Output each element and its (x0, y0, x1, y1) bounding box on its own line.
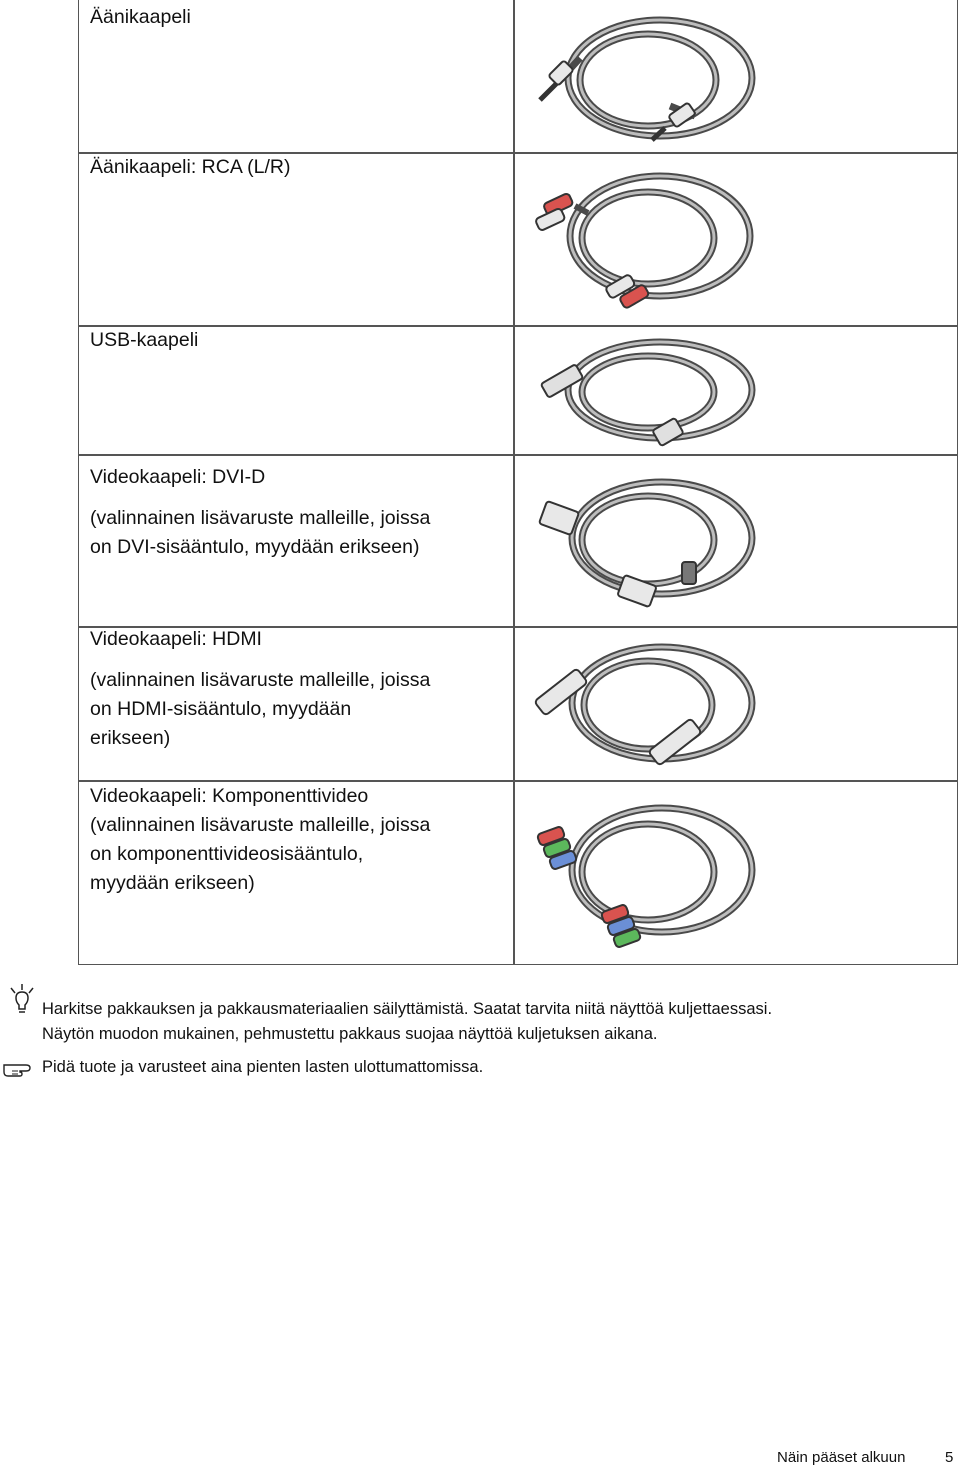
table-row-dvi (90, 463, 505, 562)
cable-name: Videokaapeli: HDMI (90, 628, 262, 650)
cable-description: erikseen) (90, 727, 171, 749)
cable-description: on komponenttivideosisääntulo, (90, 843, 364, 865)
tip-text: Näytön muodon mukainen, pehmustettu pakkaus suojaa näyttöä kuljetuksen aikana. (42, 1025, 658, 1043)
cable-name: Äänikaapeli (90, 6, 191, 28)
cable-name: Videokaapeli: DVI-D (90, 466, 266, 488)
dvi-cable-icon (520, 470, 760, 615)
cable-description: (valinnainen lisävaruste malleille, joissa (90, 814, 431, 836)
table-row-audio (90, 3, 505, 32)
tip-text: Harkitse pakkauksen ja pakkausmateriaalien säilyttämistä. Saatat tarvita niitä näyttöä kuljettaessasi. (42, 1000, 773, 1018)
footer-section-title: Näin pääset alkuun (777, 1449, 906, 1466)
component-cable-icon (520, 790, 760, 960)
rca-cable-icon (520, 158, 760, 318)
cable-name: Videokaapeli: Komponenttivideo (90, 785, 369, 807)
cable-description: on HDMI-sisääntulo, myydään (90, 698, 352, 720)
cable-description: (valinnainen lisävaruste malleille, joissa (90, 669, 431, 691)
table-row-divider (78, 454, 958, 456)
cable-name: Äänikaapeli: RCA (L/R) (90, 156, 291, 178)
hdmi-cable-icon (520, 635, 760, 775)
usb-cable-icon (520, 335, 760, 450)
cable-name: USB-kaapeli (90, 329, 199, 351)
warning-text: Pidä tuote ja varusteet aina pienten lasten ulottumattomissa. (42, 1058, 484, 1076)
page-number: 5 (945, 1449, 954, 1466)
cable-description: myydään erikseen) (90, 872, 255, 894)
cable-description: (valinnainen lisävaruste malleille, joissa (90, 507, 431, 529)
audio-cable-icon (520, 8, 760, 148)
pointing-hand-icon (2, 1059, 38, 1079)
table-row-hdmi (90, 625, 505, 753)
cable-description: on DVI-sisääntulo, myydään erikseen) (90, 536, 420, 558)
table-row-usb (90, 326, 505, 355)
lightbulb-icon (6, 982, 38, 1016)
table-row-component (90, 782, 505, 898)
table-column-divider (513, 0, 515, 965)
table-row-rca (90, 153, 505, 182)
